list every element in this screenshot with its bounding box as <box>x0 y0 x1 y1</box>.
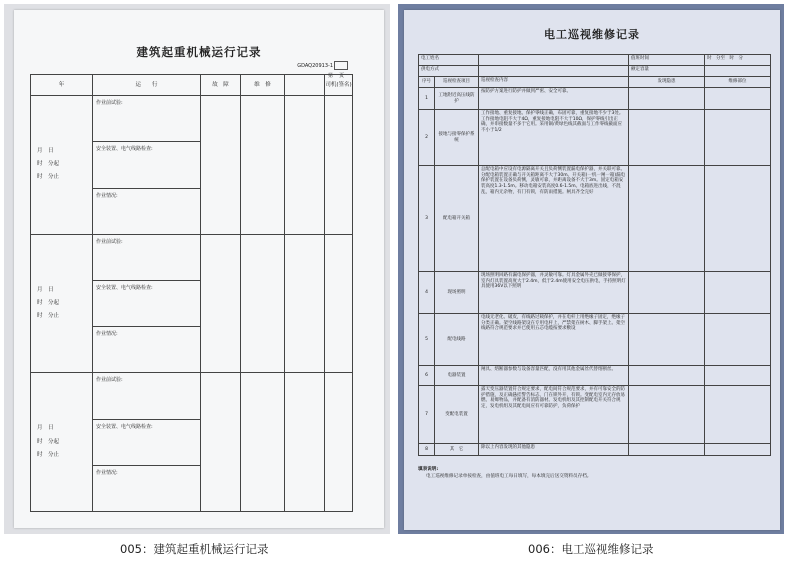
header-run: 运 行 <box>93 75 201 96</box>
date-cell: 月 日 时 分起 时 分止 <box>31 96 93 235</box>
header-repair: 维 修 <box>241 75 285 96</box>
table-row: 2 接地与接零保护系统 工作接地、重复接地、保护零线正确，布固可靠，重复接地不少于3处。工作接地电阻不大于4Ω，重复接地电阻不大于10Ω，保护零线引出正确，并串接数量不多于它用。采用铜/黄绿色线其截面与工作零线截面应不小于1/2 <box>419 110 771 166</box>
form2-title: 电工巡视维修记录 <box>544 28 640 41</box>
pre-test-cell: 作业前试验: <box>93 373 201 419</box>
form-number-box <box>334 61 348 70</box>
header-item: 巡视检查项目 <box>435 77 479 88</box>
meta-capacity-value <box>705 66 771 77</box>
table-row <box>31 373 353 419</box>
form1-number: GDAQ20913-1 <box>297 61 348 70</box>
form1-page-label: 第页 <box>327 73 350 79</box>
form2-notes <box>418 466 768 481</box>
header-no: 序号 <box>419 77 435 88</box>
electrician-inspection-table <box>418 54 771 456</box>
meta-row <box>419 66 771 77</box>
notes-title: 填表说明: <box>418 467 439 472</box>
safety-check-cell: 安全装置、电气线路检查: <box>93 280 201 326</box>
table-row: 4 现场照明 现场照明回路有漏电保护器，并灵敏可靠。灯具金属外壳已做接零保护，室内灯具装置高度大于2.4m，低于2.4m使用安全电压供电，手持照明灯具使用36V以下照明 <box>419 272 771 314</box>
pre-test-cell: 作业前试验: <box>93 234 201 280</box>
table-row: 8 其 它 除以上内容发现的其他隐患 <box>419 444 771 456</box>
meta-electrician-label: 电工姓名 <box>419 55 479 66</box>
safety-check-cell: 安全装置、电气线路检查: <box>93 419 201 465</box>
meta-supply-label: 供电方式 <box>419 66 479 77</box>
work-status-cell: 作业情况: <box>93 188 201 234</box>
table-header-row <box>31 75 353 96</box>
header-year: 年 <box>31 75 93 96</box>
table-row: 3 配电箱开关箱 总配电箱中应设有电源隔离开关且负荷侧装置漏电保护器，并关联可靠。分配电箱装置正确与开关箱距离不大于30m。开关箱(一机一闸一箱)漏电保护装置在设备负荷侧，灵敏可靠，并距离设备不大于3m。固定电箱安装高度1.3-1.5m。移动电箱安装高度0.6-1.5m。电箱底进出线，不混乱，箱内无杂物，有门有锁，有防雨措施。闸具齐全完好 <box>419 166 771 272</box>
crane-operation-table <box>30 74 353 512</box>
date-cell: 月 日 时 分起 时 分止 <box>31 234 93 373</box>
meta-electrician-value <box>479 55 629 66</box>
caption-006: 006：电工巡视维修记录 <box>528 542 654 556</box>
header-repair-part: 维修部位 <box>705 77 771 88</box>
photo-form-005 <box>4 4 390 534</box>
header-content: 巡视检查内容 <box>479 77 629 88</box>
table-row: 1 工地附近高压线防护 按防护方案进行防护并做到严密、安全可靠。 <box>419 88 771 110</box>
header-blank <box>285 75 325 96</box>
meta-row <box>419 55 771 66</box>
table-row: 5 配电线路 电线无老化、破皮，有线路过载保护，并在电杆上用绝缘子固定，绝缘子分类正确。架空线路架设在专用电杆上，严禁架在树木、脚手架上。架空线路符合规范要求并已使用五芯电缆按要求敷设 <box>419 314 771 366</box>
caption-005: 005：建筑起重机械运行记录 <box>120 542 269 556</box>
header-fault: 故 障 <box>201 75 241 96</box>
form1-title: 建筑起重机械运行记录 <box>136 45 262 59</box>
table-row <box>31 234 353 280</box>
form-sheet-006 <box>404 10 780 530</box>
meta-time-value: 时 分至 时 分 <box>705 55 771 66</box>
work-status-cell: 作业情况: <box>93 327 201 373</box>
header-issue: 发现隐患 <box>629 77 705 88</box>
safety-check-cell: 安全装置、电气线路检查: <box>93 142 201 188</box>
photo-form-006 <box>398 4 784 534</box>
work-status-cell: 作业情况: <box>93 465 201 511</box>
header-driver: 司机(签名) <box>325 75 353 96</box>
table-row: 7 变配电装置 露天变压器装置符合规定要求，配电间符合规范要求，并有可靠安全的防护措施，及正确悬挂警告标志，门在锁外开，有锁。变配电室内无存放易燃、易爆物品，并配备有消防器材。发电机组及其控制配电开关符合规定，发电机组及其配电间应有可靠防护，负荷保护 <box>419 386 771 444</box>
notes-text: 电工巡视维修记录单按检查，由值班电工每日填写，每本填完后送交资料员存档。 <box>426 474 592 480</box>
table-row: 6 电器装置 闸具、熔断器参数与设备容量匹配，没有用其他金属丝代替熔断丝。 <box>419 366 771 386</box>
meta-capacity-label: 额定容量 <box>629 66 705 77</box>
meta-time-label: 值班时间 <box>629 55 705 66</box>
pre-test-cell: 作业前试验: <box>93 96 201 142</box>
date-cell: 月 日 时 分起 时 分止 <box>31 373 93 512</box>
meta-supply-value <box>479 66 629 77</box>
table-header-row <box>419 77 771 88</box>
table-row <box>31 96 353 142</box>
